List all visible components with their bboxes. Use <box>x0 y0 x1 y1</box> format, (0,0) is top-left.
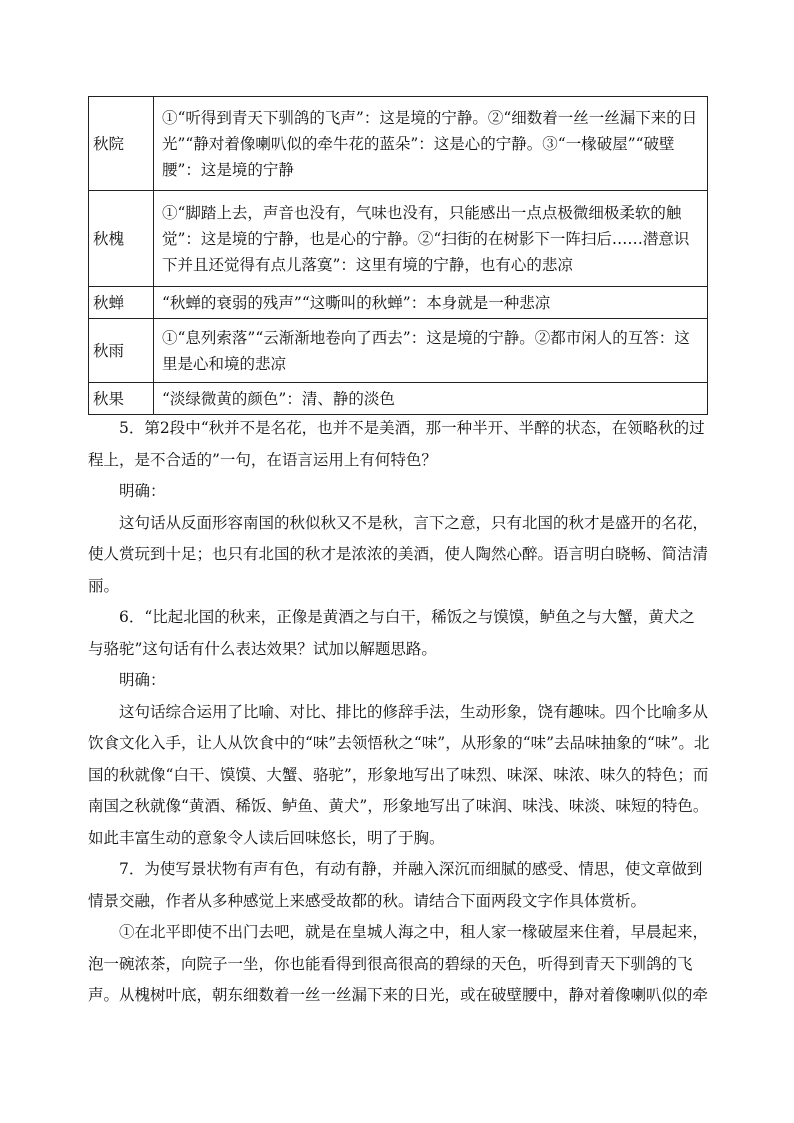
analysis-table <box>88 96 708 415</box>
excerpt-paragraph: ①在北平即使不出门去吧，就是在皇城人海之中，租人家一椽破屋来住着，早晨起来，泡一碗浓茶，向院子一坐，你也能看得到很高很高的碧绿的天色，听得到青天下驯鸽的飞声。从槐树叶底，朝东细数着一丝一丝漏下来的日光，或在破壁腰中，静对着像喇叭似的牵 <box>88 923 709 1004</box>
row-text: “淡绿微黄的颜色”：清、静的淡色 <box>154 383 708 415</box>
questions-section <box>88 413 710 1012</box>
row-label: 秋院 <box>89 97 154 191</box>
table-row <box>89 191 708 287</box>
row-label: 秋雨 <box>89 319 154 383</box>
row-text: “秋蝉的衰弱的残声”“这嘶叫的秋蝉”：本身就是一种悲凉 <box>154 287 708 319</box>
table-row <box>89 319 708 383</box>
table-row <box>89 97 708 191</box>
table-row <box>89 383 708 415</box>
answer-6: 这句话综合运用了比喻、对比、排比的修辞手法，生动形象，饶有趣味。四个比喻多从饮食文化入手，让人从饮食中的“味”去领悟秋之“味”，从形象的“味”去品味抽象的“味”。北国的秋就像“白干、馍馍、大蟹、骆驼”，形象地写出了味烈、味深、味浓、味久的特色；而南国之秋就像“黄酒、稀饭、鲈鱼、黄犬”，形象地写出了味润、味浅、味淡、味短的特色。如此丰富生动的意象令人读后回味悠长，明了于胸。 <box>88 702 710 847</box>
table-row <box>89 287 708 319</box>
row-label: 秋果 <box>89 383 154 415</box>
row-text: ①“脚踏上去，声音也没有，气味也没有，只能感出一点点极微细极柔软的触觉”：这是境的宁静，也是心的宁静。②“扫街的在树影下一阵扫后……潜意识下并且还觉得有点儿落寞”：这里有境的宁静，也有心的悲凉 <box>154 191 708 287</box>
answer-label: 明确： <box>119 482 166 500</box>
question-7: 7．为使写景状物有声有色，有动有静，并融入深沉而细腻的感受、情思，使文章做到情景交融，作者从多种感觉上来感受故都的秋。请结合下面两段文字作具体赏析。 <box>88 860 703 910</box>
answer-5: 这句话从反面形容南国的秋似秋又不是秋，言下之意，只有北国的秋才是盛开的名花，使人赏玩到十足；也只有北国的秋才是浓浓的美酒，使人陶然心醉。语言明白晓畅、简洁清丽。 <box>88 513 709 595</box>
row-label: 秋槐 <box>89 191 154 287</box>
row-text: ①“息列索落”“云渐渐地卷向了西去”：这是境的宁静。②都市闲人的互答：这里是心和境的悲凉 <box>154 319 708 383</box>
question-6: 6．“比起北国的秋来，正像是黄酒之与白干，稀饭之与馍馍，鲈鱼之与大蟹，黄犬之与骆驼”这句话有什么表达效果？试加以解题思路。 <box>88 608 695 658</box>
question-5: 5．第2段中“秋并不是名花，也并不是美酒，那一种半开、半醉的状态，在领略秋的过程上，是不合适的”一句，在语言运用上有何特色？ <box>88 419 705 469</box>
answer-label: 明确： <box>119 671 166 689</box>
row-label: 秋蝉 <box>89 287 154 319</box>
row-text: ①“听得到青天下驯鸽的飞声”：这是境的宁静。②“细数着一丝一丝漏下来的日光”“静对着像喇叭似的牵牛花的蓝朵”：这是心的宁静。③“一椽破屋”“破壁腰”：这是境的宁静 <box>154 97 708 191</box>
